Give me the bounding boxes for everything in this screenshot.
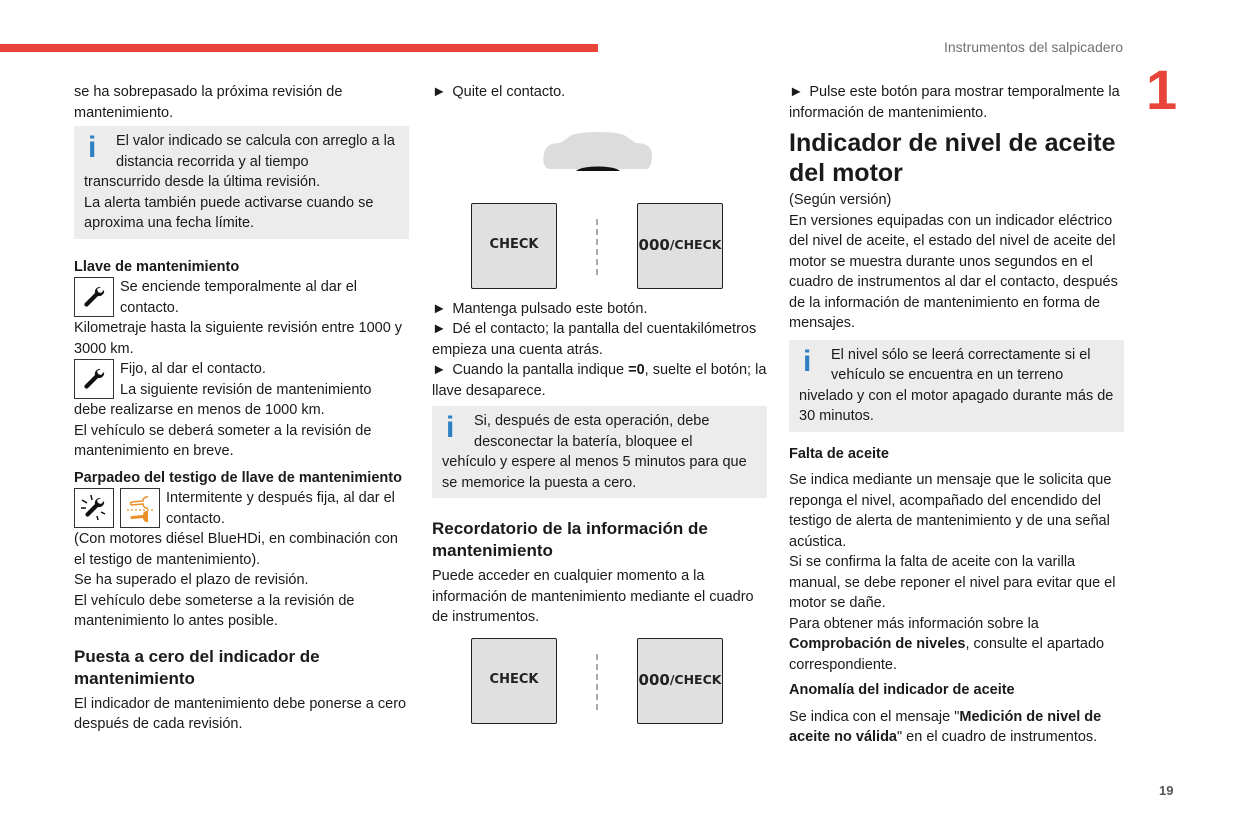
arrow-icon: ► [432, 84, 447, 100]
heading-falta: Falta de aceite [789, 445, 889, 462]
check-button[interactable]: CHECK [471, 203, 557, 289]
arrow-icon: ► [432, 321, 447, 337]
recordatorio-text: Puede acceder en cualquier momento a la información de mantenimiento mediante el cuadro de instrumentos. [432, 568, 754, 625]
separator [596, 219, 598, 275]
falta-text: Si se confirma la falta de aceite con la varilla manual, se debe reponer el nivel para evitar que el motor se dañe. [789, 554, 1116, 611]
section-title: Instrumentos del salpicadero [944, 39, 1123, 55]
chapter-number: 1 [1146, 58, 1178, 121]
step-text: ► Dé el contacto; la pantalla del cuentakilómetros empieza una cuenta atrás. [432, 321, 757, 358]
heading-recordatorio: Recordatorio de la información de mantenimiento [432, 519, 708, 560]
falta-text: Para obtener más información sobre la Comprobación de niveles, consulte el apartado correspondiente. [789, 615, 1105, 673]
parpadeo-text: El vehículo debe someterse a la revisión de mantenimiento lo antes posible. [74, 592, 355, 629]
note-text: El valor indicado se calcula con arreglo a la distancia recorrida y al tiempo [116, 133, 395, 170]
heading-puesta: Puesta a cero del indicador de mantenimiento [74, 646, 320, 688]
header-accent-bar [0, 44, 598, 52]
step-text: ► Cuando la pantalla indique =0, suelte el botón; la llave desaparece. [432, 362, 767, 399]
heading-indicador: Indicador de nivel de aceite del motor [789, 129, 1116, 187]
info-note [432, 406, 767, 498]
car-silhouette-icon [542, 131, 654, 183]
check-button[interactable]: CHECK [471, 638, 557, 724]
wrench-icon [74, 359, 114, 399]
column-1 [74, 82, 409, 735]
step-text: ► Quite el contacto. [432, 84, 566, 100]
note-text: Si, después de esta operación, debe desconectar la batería, bloquee el [474, 413, 710, 450]
arrow-icon: ► [432, 300, 447, 317]
parpadeo-text: Se ha superado el plazo de revisión. [74, 572, 309, 588]
note-text: vehículo y espere al menos 5 minutos para que se memorice la puesta a cero. [442, 454, 747, 491]
indicador-text: En versiones equipadas con un indicador eléctrico del nivel de aceite, el estado del nivel de aceite del motor se muestra durante unos segundos en el cuadro de instrumentos al dar el contacto, después de la información de mantenimiento en forma de mensajes. [789, 212, 1118, 331]
heading-anomalia: Anomalía del indicador de aceite [789, 682, 1015, 698]
llave-item-text: El vehículo se deberá someter a la revisión de mantenimiento en breve. [74, 422, 372, 459]
column-3 [789, 82, 1124, 748]
anomalia-text: Se indica con el mensaje "Medición de nivel de aceite no válida" en el cuadro de instrumentos. [789, 708, 1102, 745]
info-icon: i [803, 344, 812, 378]
parpadeo-text: (Con motores diésel BlueHDi, en combinación con el testigo de mantenimiento). [74, 531, 398, 568]
arrow-icon: ► [789, 84, 804, 100]
info-icon: i [88, 131, 97, 164]
llave-item-text: La siguiente revisión de mantenimiento [120, 381, 372, 398]
column-2 [432, 82, 767, 748]
page-number: 19 [1159, 783, 1174, 798]
note-text: La alerta también puede activarse cuando se aproxima una fecha límite. [84, 194, 374, 231]
llave-item-text: debe realizarse en menos de 1000 km. [74, 402, 325, 418]
info-note [789, 340, 1124, 432]
step-text: ► Mantenga pulsado este botón. [432, 300, 648, 317]
dashboard-illustration [432, 103, 767, 293]
parpadeo-text: Intermitente y después fija, al dar el contacto. [166, 490, 395, 527]
heading-parpadeo: Parpadeo del testigo de llave de mantenimiento [74, 469, 402, 486]
wrench-icon [74, 277, 114, 317]
step-text: ► Pulse este botón para mostrar temporalmente la información de mantenimiento. [789, 84, 1120, 121]
arrow-icon: ► [432, 362, 447, 378]
button-illustration [432, 638, 767, 748]
info-note [74, 126, 409, 239]
info-icon: i [446, 411, 455, 444]
segun-text: (Según versión) [789, 192, 892, 208]
intro-text: se ha sobrepasado la próxima revisión de mantenimiento. [74, 84, 343, 121]
orange-wrench-icon [120, 488, 160, 528]
reset-check-button[interactable]: 000 /CHECK [637, 203, 723, 289]
heading-llave: Llave de mantenimiento [74, 258, 240, 275]
separator [596, 654, 598, 710]
km-text: Kilometraje hasta la siguiente revisión entre 1000 y 3000 km. [74, 320, 403, 357]
llave-item-text: Se enciende temporalmente al dar el contacto. [120, 279, 357, 316]
note-text: transcurrido desde la última revisión. [84, 174, 321, 190]
llave-item-text: Fijo, al dar el contacto. [120, 361, 266, 377]
note-text: nivelado y con el motor apagado durante más de 30 minutos. [799, 387, 1114, 424]
note-text: El nivel sólo se leerá correctamente si el vehículo se encuentra en un terreno [831, 346, 1091, 383]
flashing-wrench-icon [74, 488, 114, 528]
falta-text: Se indica mediante un mensaje que le solicita que reponga el nivel, acompañado del encendido del testigo de alerta de mantenimiento y de una señal acústica. [789, 472, 1112, 550]
reset-check-button[interactable]: 000 /CHECK [637, 638, 723, 724]
puesta-text: El indicador de mantenimiento debe ponerse a cero después de cada revisión. [74, 695, 407, 732]
